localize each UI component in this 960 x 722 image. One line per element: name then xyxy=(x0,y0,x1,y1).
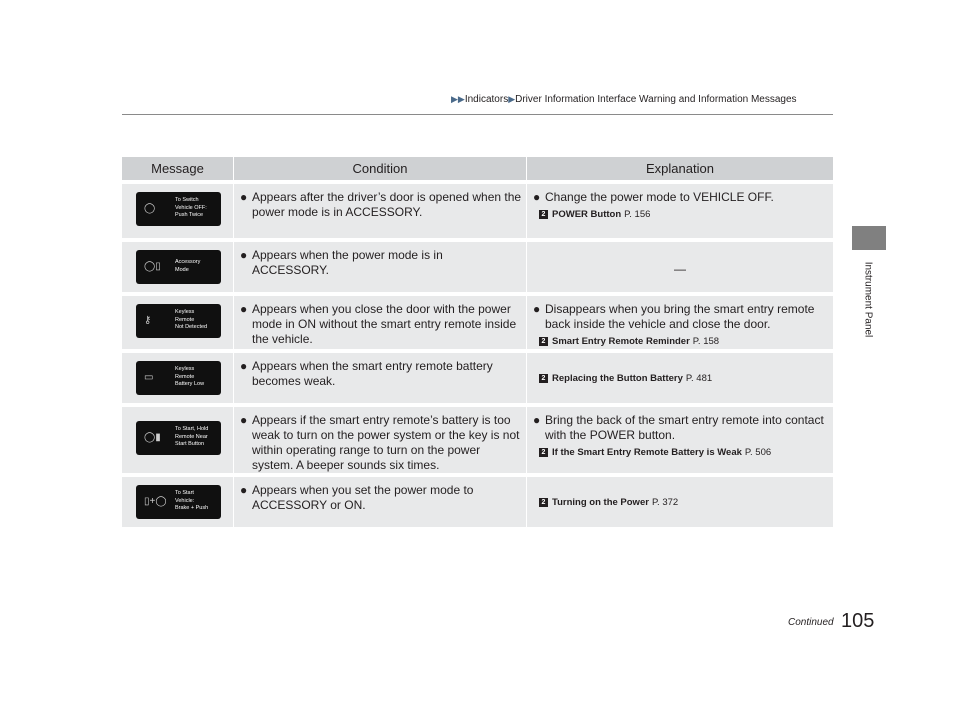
explanation-text: Disappears when you bring the smart entry remote back inside the vehicle and close the door. xyxy=(545,302,815,331)
message-screen xyxy=(136,485,221,519)
breadcrumb xyxy=(451,94,797,105)
page-reference[interactable]: 2 Turning on the Power P. 372 xyxy=(527,495,833,510)
remote-battery-icon: ▭ xyxy=(144,372,154,383)
reference-icon: 2 xyxy=(539,337,548,346)
page-reference[interactable]: 2 Smart Entry Remote Reminder P. 158 xyxy=(527,334,833,349)
screen-text: To Start Vehicle: Brake + Push xyxy=(175,490,209,511)
message-screen xyxy=(136,361,221,395)
message-screen xyxy=(136,250,221,284)
table-row xyxy=(122,403,833,473)
table-row xyxy=(122,349,833,403)
table-row xyxy=(122,473,833,527)
reference-icon: 2 xyxy=(539,498,548,507)
message-screen xyxy=(136,421,221,455)
bullet-icon: ● xyxy=(533,302,541,316)
table-row xyxy=(122,238,833,292)
page-reference[interactable]: 2 Replacing the Button Battery P. 481 xyxy=(527,371,833,386)
bullet-icon: ● xyxy=(240,413,248,427)
continued-label: Continued xyxy=(788,617,834,628)
explanation-text: — xyxy=(674,262,686,276)
condition-text: Appears when you close the door with the power mode in ON without the smart entry remote inside the vehicle. xyxy=(252,302,517,346)
screen-text: Keyless Remote Battery Low xyxy=(175,366,205,387)
screen-text: To Start, Hold Remote Near Start Button xyxy=(175,426,209,447)
remote-near-start-icon: ◯▮ xyxy=(144,432,161,443)
page-reference[interactable]: 2 If the Smart Entry Remote Battery is Weak P. 506 xyxy=(527,445,833,460)
side-label xyxy=(852,246,872,366)
bullet-icon: ● xyxy=(240,302,248,316)
screen-text: Keyless Remote Not Detected xyxy=(175,309,208,330)
brake-push-icon: ▯+◯ xyxy=(144,496,167,507)
message-table xyxy=(122,157,833,527)
power-button-icon: ◯ xyxy=(144,203,156,214)
page-reference[interactable]: 2 POWER Button P. 156 xyxy=(527,207,833,222)
double-arrow-icon: ▶▶ xyxy=(451,94,465,104)
message-screen xyxy=(136,304,221,338)
bullet-icon: ● xyxy=(240,483,248,497)
table-header-row xyxy=(122,157,833,180)
reference-icon: 2 xyxy=(539,374,548,383)
condition-text: Appears when you set the power mode to ACCESSORY or ON. xyxy=(252,483,474,512)
explanation-text: Change the power mode to VEHICLE OFF. xyxy=(545,190,774,204)
table-row xyxy=(122,292,833,349)
bullet-icon: ● xyxy=(240,190,248,204)
screen-text: Accessory Mode xyxy=(175,259,201,273)
condition-text: Appears when the power mode is in ACCESSORY. xyxy=(252,248,443,277)
condition-text: Appears if the smart entry remote’s battery is too weak to turn on the power system or the key is not within operating range to turn on the power system. A beeper sounds six times. xyxy=(252,413,520,472)
condition-text: Appears after the driver’s door is opened when the power mode is in ACCESSORY. xyxy=(252,190,522,219)
table-row xyxy=(122,180,833,238)
explanation-text: Bring the back of the smart entry remote into contact with the POWER button. xyxy=(545,413,824,442)
keyless-remote-icon: ⚷ xyxy=(144,315,152,326)
column-header-explanation: Explanation xyxy=(527,157,833,180)
arrow-icon: ▶ xyxy=(508,94,516,104)
header-divider xyxy=(122,114,833,115)
screen-text: To Switch Vehicle OFF: Push Twice xyxy=(175,197,207,218)
condition-text: Appears when the smart entry remote battery becomes weak. xyxy=(252,359,493,388)
breadcrumb-item[interactable]: Driver Information Interface Warning and Information Messages xyxy=(515,94,797,105)
message-screen xyxy=(136,192,221,226)
reference-icon: 2 xyxy=(539,448,548,457)
page-number: 105 xyxy=(841,610,875,632)
side-label-text: Instrument Panel xyxy=(862,261,874,338)
bullet-icon: ● xyxy=(240,248,248,262)
bullet-icon: ● xyxy=(240,359,248,373)
bullet-icon: ● xyxy=(533,413,541,427)
accessory-mode-icon: ◯▯ xyxy=(144,261,161,272)
column-header-condition: Condition xyxy=(234,157,527,180)
bullet-icon: ● xyxy=(533,190,541,204)
column-header-message: Message xyxy=(122,157,234,180)
breadcrumb-item[interactable]: Indicators xyxy=(464,94,509,105)
reference-icon: 2 xyxy=(539,210,548,219)
